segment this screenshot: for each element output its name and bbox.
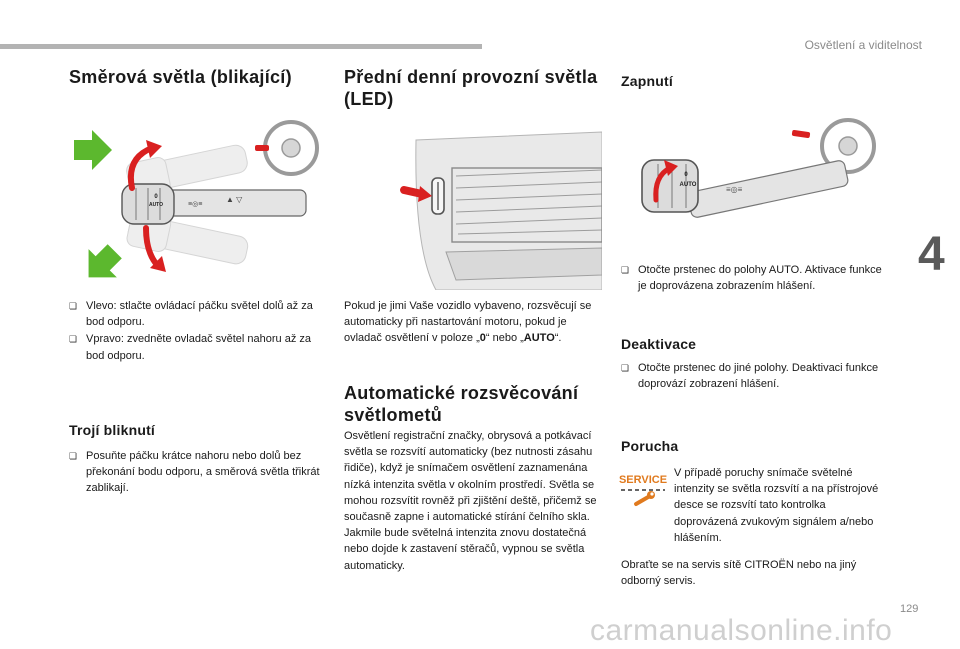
bullet-marker-icon: ❏ <box>69 301 78 311</box>
bullet-marker-icon: ❏ <box>621 265 630 275</box>
light-switch-auto-illustration <box>636 114 886 234</box>
header-bar <box>0 44 482 49</box>
section-heading-turn-signals: Směrová světla (blikající) <box>69 67 292 87</box>
list-item: ❏ Posuňte páčku krátce nahoru nebo dolů bez překonání bodu odporu, a směrová světla třikrát zablikají. <box>69 450 320 495</box>
svg-text:≡◎≡: ≡◎≡ <box>726 185 743 194</box>
triple-flash-instructions <box>69 448 327 498</box>
auto-headlamps-description: Osvětlení registrační značky, obrysová a potkávací světla se rozsvítí automaticky (bez nutnosti zásahu řidiče), když je snímačem osvětlení zaznamenána nízká intenzita světla v okolním prostředí. Světla se mohou rozsvítit rovněž při zjištění deště, přičemž se současně zapne i automatické stírání čelního skla. Jakmile bude světelná intenzita znovu dostatečná nebo dojde k zastavení stěračů, vypnou se světla automaticky. <box>344 430 597 572</box>
section-heading-auto-headlamps: Automatické rozsvěcování světlometů <box>344 383 579 425</box>
svg-text:▲ ▽: ▲ ▽ <box>226 195 243 204</box>
chapter-title: Osvětlení a viditelnost <box>804 38 922 52</box>
drl-front-illustration <box>396 130 602 290</box>
auto-ring-zero-label: 0 <box>684 172 688 178</box>
drl-description: Pokud je jimi Vaše vozidlo vybaveno, rozsvěcují se automaticky při nastartování motoru, pokud je ovladač osvětlení v poloze „0“ nebo „AUTO“. <box>344 300 592 345</box>
bullet-marker-icon: ❏ <box>621 363 630 373</box>
turn-signal-illustration <box>66 118 322 288</box>
led-daylight-lamp <box>432 178 444 214</box>
list-item: ❏ Vlevo: stlačte ovládací páčku světel dolů až za bod odporu. <box>69 300 313 329</box>
green-arrow-left-icon <box>74 237 128 288</box>
watermark: carmanualsonline.info <box>590 614 893 647</box>
deactivation-instructions <box>621 360 883 393</box>
section-heading-fault: Porucha <box>621 438 679 454</box>
service-wrench-icon <box>619 470 667 508</box>
green-arrow-right-icon <box>74 130 112 170</box>
switch-on-instructions <box>621 262 883 295</box>
list-item: ❏ Otočte prstenec do jiné polohy. Deaktivaci funkce doprovází zobrazení hlášení. <box>621 362 879 391</box>
svg-text:AUTO: AUTO <box>148 202 164 208</box>
page-number: 129 <box>900 603 919 615</box>
section-heading-drl: Přední denní provozní světla (LED) <box>344 67 598 109</box>
section-heading-triple-flash: Trojí bliknutí <box>69 422 156 438</box>
svg-text:≡◎≡: ≡◎≡ <box>188 201 203 208</box>
auto-ring-label: AUTO <box>679 182 697 188</box>
chapter-number: 4 <box>918 228 945 281</box>
fault-description: V případě poruchy snímače světelné intenzity se světla rozsvítí a na přístrojové desce se rozsvítí tato kontrolka doprovázená zvukovým signálem a/nebo hlášením. <box>674 467 879 544</box>
svg-text:0: 0 <box>154 194 158 200</box>
list-item: ❏ Vpravo: zvedněte ovladač světel nahoru až za bod odporu. <box>69 333 312 362</box>
bullet-marker-icon: ❏ <box>69 334 78 345</box>
list-item: ❏ Otočte prstenec do polohy AUTO. Aktivace funkce je doprovázena zobrazením hlášení. <box>621 264 882 293</box>
section-heading-switch-on: Zapnutí <box>621 73 673 89</box>
svg-text:SERVICE: SERVICE <box>619 474 667 486</box>
bullet-marker-icon: ❏ <box>69 451 78 461</box>
fault-service-advice: Obraťte se na servis sítě CITROËN nebo na jiný odborný servis. <box>621 559 857 588</box>
turn-signal-instructions <box>69 298 327 365</box>
steering-wheel-icon <box>255 122 317 174</box>
section-heading-deactivation: Deaktivace <box>621 336 697 352</box>
